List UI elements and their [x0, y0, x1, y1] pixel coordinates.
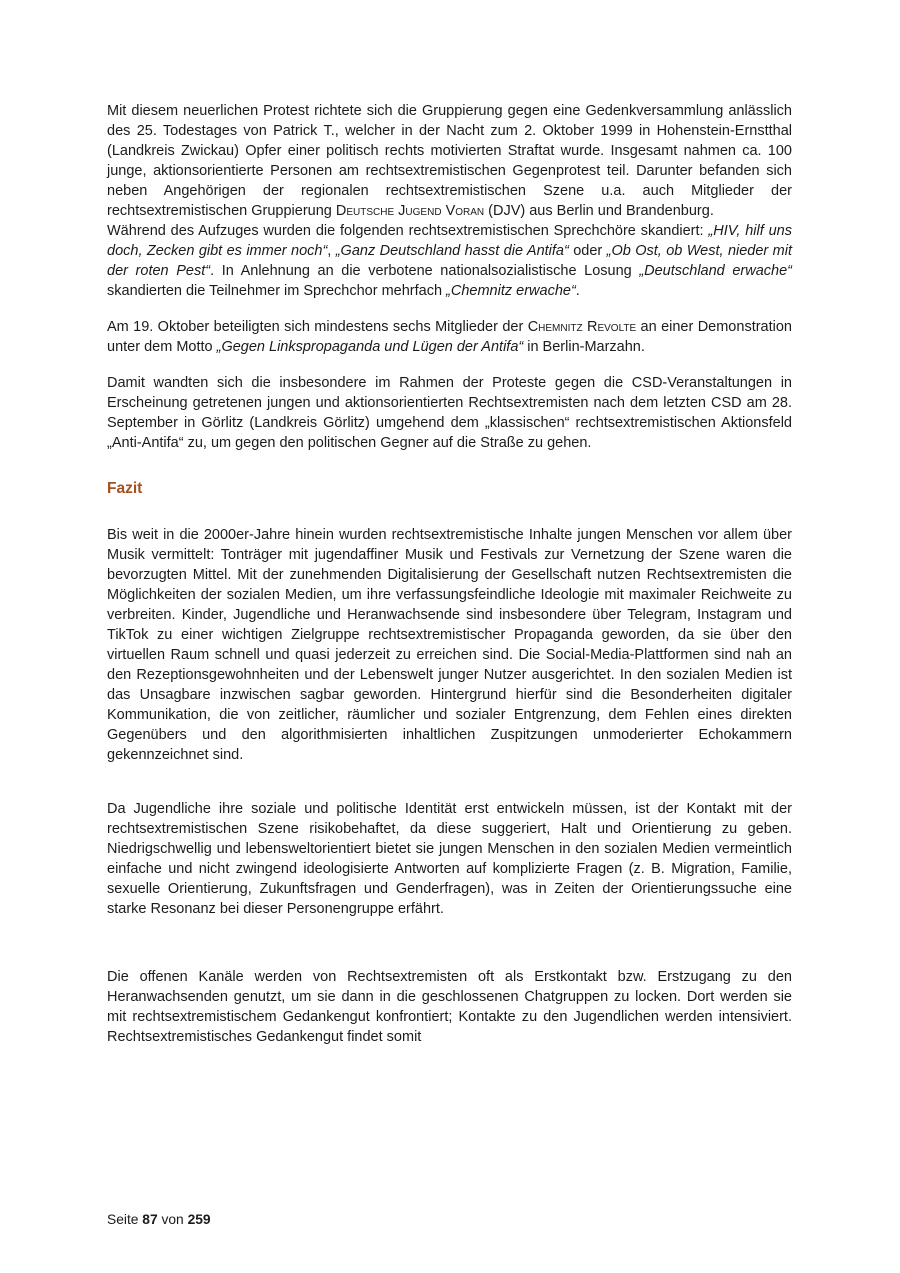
text-segment: Die offenen Kanäle werden von Rechtsextremisten oft als Erstkontakt bzw. Erstzugang zu den Heranwachsenden genutzt, um sie dann in die geschlossenen Chatgruppen zu locken. Dort werden sie mit rechtsextremistischem Gedankengut konfrontiert; Kontakte zu den Jugendlichen werden intensiviert. Rechtsextremistisches Gedankengut findet somit — [107, 969, 792, 1045]
text-segment: oder — [568, 243, 607, 259]
text-segment: in Berlin-Marzahn. — [523, 339, 645, 355]
text-segment: Am 19. Oktober beteiligten sich mindestens sechs Mitglieder der — [107, 319, 528, 335]
footer-page-label: Seite — [107, 1212, 143, 1227]
text-segment: „Gegen Linkspropaganda und Lügen der Antifa“ — [216, 339, 524, 355]
footer-page-number: 87 — [142, 1212, 158, 1227]
paragraph-social-media — [107, 525, 792, 765]
section-heading-fazit: Fazit — [107, 480, 143, 497]
paragraph-demonstration-marzahn — [107, 317, 792, 357]
paragraph-anti-antifa — [107, 373, 792, 453]
document-content — [107, 101, 792, 1047]
text-segment: Damit wandten sich die insbesondere im Rahmen der Proteste gegen die CSD-Veranstaltungen in Erscheinung getretenen jungen und aktionsorientierten Rechtsextremisten nach dem letzten CSD am 28. September in Görlitz (Landkreis Görlitz) umgehend dem „klassischen“ rechtsextremistischen Aktionsfeld „Anti-Antifa“ zu, um gegen den politischen Gegner auf die Straße zu gehen. — [107, 375, 792, 451]
text-segment: an einer Demonstration unter dem Motto — [107, 319, 792, 355]
text-segment: . In Anlehnung an die verbotene nationalsozialistische Losung — [210, 263, 640, 279]
text-segment: „Chemnitz erwache“ — [446, 283, 576, 299]
text-segment: „HIV, hilf uns doch, Zecken gibt es immer noch“ — [107, 223, 792, 259]
text-segment: Bis weit in die 2000er-Jahre hinein wurden rechtsextremistische Inhalte jungen Menschen vor allem über Musik vermittelt: Tonträger mit jugendaffiner Musik und Festivals zur Vernetzung der Szene waren die bevorzugten Mittel. Mit der zunehmenden Digitalisierung der Gesellschaft nutzen Rechtsextremisten die Möglichkeiten der sozialen Medien, um ihre verfassungsfeindliche Ideologie mit maximaler Reichweite zu verbreiten. Kinder, Jugendliche und Heranwachsende sind insbesondere über Telegram, Instagram und TikTok zu einer wichtigen Zielgruppe rechtsextremistischer Propaganda geworden, da sie über den virtuellen Raum schnell und quasi jederzeit zu erreichen sind. Die Social-Media-Plattformen sind nah an den Rezeptionsgewohnheiten und der Lebenswelt junger Nutzer ausgerichtet. In den sozialen Medien ist das Unsagbare inzwischen sagbar geworden. Hintergrund hierfür sind die Besonderheiten digitaler Kommunikation, die von zeitlicher, räumlicher und sozialer Entgrenzung, dem Fehlen eines direkten Gegenübers und den algorithmisierten inhaltlichen Zuspitzungen unmoderierter Echokammern gekennzeichnet sind. — [107, 527, 792, 763]
paragraph-jugendliche-identitaet — [107, 799, 792, 919]
text-segment: „Ganz Deutschland hasst die Antifa“ — [335, 243, 569, 259]
text-segment: „Deutschland erwache“ — [639, 263, 792, 279]
page-footer — [107, 1211, 211, 1229]
text-segment: Chemnitz Revolte — [527, 319, 637, 335]
text-segment: Da Jugendliche ihre soziale und politische Identität erst entwickeln müssen, ist der Kontakt mit der rechtsextremistischen Szene risikobehaftet, da diese suggeriert, Halt und Orientierung zu geben. Niedrigschwellig und lebensweltorientiert bietet sie jungen Menschen in den sozialen Medien vermeintlich einfache und nicht zwingend ideologisierte Antworten auf komplizierte Fragen (z. B. Migration, Familie, sexuelle Orientierung, Zukunftsfragen und Genderfragen), was in Zeiten der Orientierungssuche eine starke Resonanz bei dieser Personengruppe erfährt. — [107, 801, 792, 917]
text-segment: „Ob Ost, ob West, nieder mit der roten Pest“ — [107, 243, 792, 279]
text-segment: . — [575, 283, 580, 299]
footer-total-pages: 259 — [187, 1212, 211, 1227]
paragraph-gedenkversammlung — [107, 101, 792, 221]
footer-separator: von — [157, 1212, 188, 1227]
text-segment: Deutsche Jugend Voran — [335, 203, 485, 219]
paragraph-sprechchoere — [107, 221, 792, 301]
text-segment: (DJV) aus Berlin und Brandenburg. — [484, 203, 714, 219]
text-segment: Mit diesem neuerlichen Protest richtete sich die Gruppierung gegen eine Gedenkversammlung anlässlich des 25. Todestages von Patrick T., welcher in der Nacht zum 2. Oktober 1999 in Hohenstein-Ernstthal (Landkreis Zwickau) Opfer einer politisch rechts motivierten Straftat wurde. Insgesamt nahmen ca. 100 junge, aktionsorientierte Personen am rechtsextremistischen Gegenprotest teil. Darunter befanden sich neben Angehörigen der regionalen rechtsextremistischen Szene u.a. auch Mitglieder der rechtsextremistischen Gruppierung — [107, 103, 792, 219]
text-segment: skandierten die Teilnehmer im Sprechchor mehrfach — [107, 283, 447, 299]
paragraph-offene-kanaele — [107, 967, 792, 1047]
text-segment: , — [327, 243, 336, 259]
text-segment: Während des Aufzuges wurden die folgenden rechtsextremistischen Sprechchöre skandiert: — [107, 223, 709, 239]
